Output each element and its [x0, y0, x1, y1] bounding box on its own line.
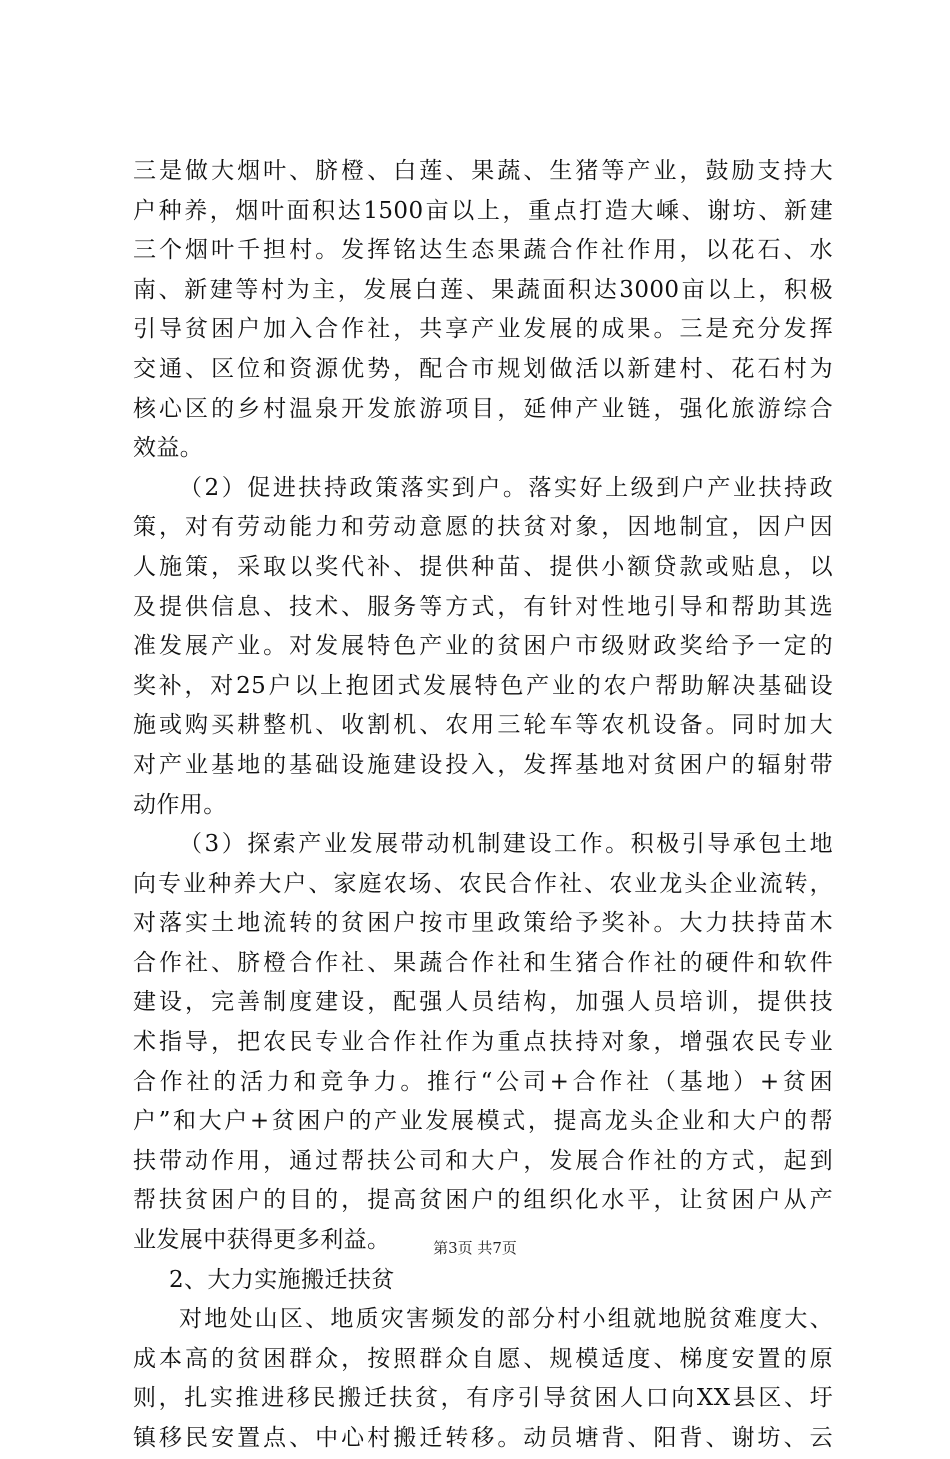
text-line: 准发展产业。对发展特色产业的贫困户市级财政奖给予一定的 — [133, 633, 833, 660]
text-line: 成本高的贫困群众，按照群众自愿、规模适度、梯度安置的原 — [133, 1345, 833, 1372]
paragraph — [133, 825, 833, 1261]
text-line: 向专业种养大户、家庭农场、农民合作社、农业龙头企业流转， — [133, 870, 833, 897]
document-body — [133, 152, 833, 1459]
text-line: 及提供信息、技术、服务等方式，有针对性地引导和帮助其选 — [133, 593, 833, 620]
text-line: 策，对有劳动能力和劳动意愿的扶贫对象，因地制宜，因户因 — [133, 514, 833, 541]
text-line: 扶带动作用，通过帮扶公司和大户，发展合作社的方式，起到 — [133, 1147, 833, 1174]
text-line: 核心区的乡村温泉开发旅游项目，延伸产业链，强化旅游综合 — [133, 395, 833, 422]
text-line: 合作社、脐橙合作社、果蔬合作社和生猪合作社的硬件和软件 — [133, 949, 833, 976]
paragraph — [133, 1300, 833, 1458]
text-line: 施或购买耕整机、收割机、农用三轮车等农机设备。同时加大 — [133, 712, 833, 739]
text-line: 镇移民安置点、中心村搬迁转移。动员塘背、阳背、谢坊、云 — [133, 1425, 833, 1451]
text-line: 则，扎实推进移民搬迁扶贫，有序引导贫困人口向XX县区、圩 — [133, 1385, 833, 1412]
text-line: 南、新建等村为主，发展白莲、果蔬面积达3000亩以上，积极 — [133, 276, 833, 303]
text-line: 建设，完善制度建设，配强人员结构，加强人员培训，提供技 — [133, 989, 833, 1016]
text-line: 动作用。 — [133, 791, 227, 818]
text-line: 帮扶贫困户的目的，提高贫困户的组织化水平，让贫困户从产 — [133, 1187, 833, 1214]
text-line: 交通、区位和资源优势，配合市规划做活以新建村、花石村为 — [133, 355, 833, 382]
text-line: 对地处山区、地质灾害频发的部分村小组就地脱贫难度大、 — [179, 1306, 833, 1333]
text-line: 户”和大户+贫困户的产业发展模式，提高龙头企业和大户的帮 — [133, 1108, 833, 1135]
text-line: 引导贫困户加入合作社，共享产业发展的成果。三是充分发挥 — [133, 316, 833, 343]
text-line: 效益。 — [133, 435, 204, 462]
section-heading — [133, 1261, 833, 1301]
text-line: （3）探索产业发展带动机制建设工作。积极引导承包土地 — [179, 831, 833, 858]
text-line: 奖补，对25户以上抱团式发展特色产业的农户帮助解决基础设 — [133, 672, 833, 699]
page-number: 第3页 共7页 — [433, 1239, 517, 1257]
text-line: 合作社的活力和竞争力。推行“公司+合作社（基地）+贫困 — [133, 1068, 833, 1095]
heading-text: 2、大力实施搬迁扶贫 — [169, 1266, 395, 1293]
text-line: 三个烟叶千担村。发挥铭达生态果蔬合作社作用，以花石、水 — [133, 237, 833, 264]
text-line: 人施策，采取以奖代补、提供种苗、提供小额贷款或贴息，以 — [133, 553, 833, 580]
text-line: 户种养，烟叶面积达1500亩以上，重点打造大嵊、谢坊、新建 — [133, 197, 833, 224]
text-line: 三是做大烟叶、脐橙、白莲、果蔬、生猪等产业，鼓励支持大 — [133, 158, 833, 184]
page-footer — [0, 1238, 950, 1258]
text-line: 对落实土地流转的贫困户按市里政策给予奖补。大力扶持苗木 — [133, 910, 833, 937]
paragraph — [133, 469, 833, 825]
text-line: 术指导，把农民专业合作社作为重点扶持对象，增强农民专业 — [133, 1029, 833, 1056]
paragraph — [133, 152, 833, 469]
text-line: 对产业基地的基础设施建设投入，发挥基地对贫困户的辐射带 — [133, 751, 833, 778]
text-line: 业发展中获得更多利益。 — [133, 1227, 391, 1254]
text-line: （2）促进扶持政策落实到户。落实好上级到户产业扶持政 — [179, 474, 833, 501]
